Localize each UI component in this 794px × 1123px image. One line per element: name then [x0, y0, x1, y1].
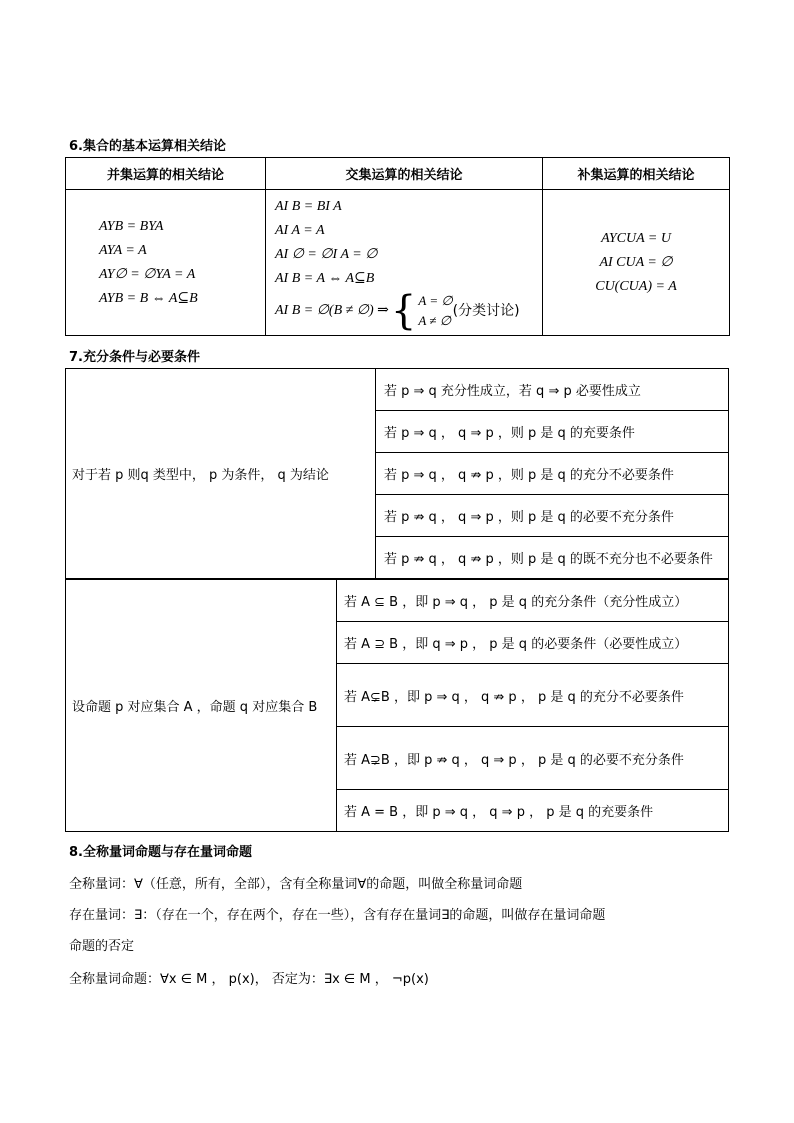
intersection-header: 交集运算的相关结论	[266, 158, 543, 190]
union-formula: AYA = A	[99, 242, 147, 258]
set-condition-row: 若 A ⊆ B ，即 p ⇒ q ， p 是 q 的充分条件（充分性成立）	[337, 580, 729, 622]
set-condition-row: 若 A = B ，即 p ⇒ q ， q ⇒ p ， p 是 q 的充要条件	[337, 790, 729, 832]
complement-cell	[543, 190, 730, 336]
section6-title: 6.集合的基本运算相关结论	[69, 139, 226, 154]
union-cell	[66, 190, 266, 336]
complement-header: 补集运算的相关结论	[543, 158, 730, 190]
intersection-case-formula	[275, 287, 520, 334]
existential-quantifier-line: 存在量词：∃：（存在一个，存在两个，存在一些），含有存在量词∃的命题，叫做存在量词命题	[69, 908, 606, 923]
union-formula: AY∅ = ∅YA = A	[99, 266, 196, 282]
union-header: 并集运算的相关结论	[66, 158, 266, 190]
set-operations-table	[65, 157, 730, 336]
left-brace-icon: {	[390, 287, 417, 334]
complement-formula: CU(CUA) = A	[595, 278, 677, 294]
case-lhs: AI B = ∅(B ≠ ∅) ⇒	[275, 302, 389, 318]
set-description: 设命题 p 对应集合 A ，命题 q 对应集合 B	[66, 580, 337, 832]
case-one: A = ∅	[418, 292, 453, 308]
intersection-formula: AI A = A	[275, 222, 325, 238]
condition-row: 若 p ⇒ q ， q ⇏ p ，则 p 是 q 的充分不必要条件	[376, 453, 729, 495]
set-condition-row: 若 A⊊B ，即 p ⇒ q ， q ⇏ p ， p 是 q 的充分不必要条件	[337, 664, 729, 727]
condition-description: 对于若 p 则q 类型中， p 为条件， q 为结论	[66, 369, 376, 579]
universal-negation-line: 全称量词命题：∀x ∈ M ， p(x)， 否定为：∃x ∈ M ， ¬p(x)	[69, 972, 429, 987]
table-header-row	[66, 158, 730, 190]
condition-row: 若 p ⇒ q ， q ⇒ p ，则 p 是 q 的充要条件	[376, 411, 729, 453]
case-two: A ≠ ∅	[418, 312, 452, 328]
union-formula: AYB = BYA	[99, 218, 164, 234]
condition-row: 若 p ⇒ q 充分性成立，若 q ⇒ p 必要性成立	[376, 369, 729, 411]
negation-heading: 命题的否定	[69, 939, 135, 954]
intersection-formula: AI B = A ⇔ A⊆B	[275, 270, 375, 286]
table-body-row	[66, 190, 730, 336]
union-formula: AYB = B ⇔ A⊆B	[99, 290, 198, 306]
condition-table-2	[65, 579, 729, 832]
condition-table-1	[65, 368, 729, 579]
set-condition-row: 若 A ⊇ B ，即 q ⇒ p ， p 是 q 的必要条件（必要性成立）	[337, 622, 729, 664]
condition-row: 若 p ⇏ q ， q ⇏ p ，则 p 是 q 的既不充分也不必要条件	[376, 537, 729, 579]
complement-formula: AI CUA = ∅	[599, 254, 673, 270]
complement-formula: AYCUA = U	[601, 230, 671, 246]
table-row	[66, 369, 729, 411]
universal-quantifier-line: 全称量词：∀（任意，所有，全部），含有全称量词∀的命题，叫做全称量词命题	[69, 877, 523, 892]
section7-title: 7.充分条件与必要条件	[69, 350, 200, 365]
set-condition-row: 若 A⊋B ，即 p ⇏ q ， q ⇒ p ， p 是 q 的必要不充分条件	[337, 727, 729, 790]
case-note: (分类讨论)	[452, 302, 520, 319]
intersection-formula: AI B = BI A	[275, 198, 342, 214]
section8-title: 8.全称量词命题与存在量词命题	[69, 845, 252, 860]
intersection-cell	[266, 190, 543, 336]
case-list	[418, 291, 452, 331]
intersection-formula: AI ∅ = ∅I A = ∅	[275, 246, 378, 262]
condition-row: 若 p ⇏ q ， q ⇒ p ，则 p 是 q 的必要不充分条件	[376, 495, 729, 537]
table-row	[66, 580, 729, 622]
